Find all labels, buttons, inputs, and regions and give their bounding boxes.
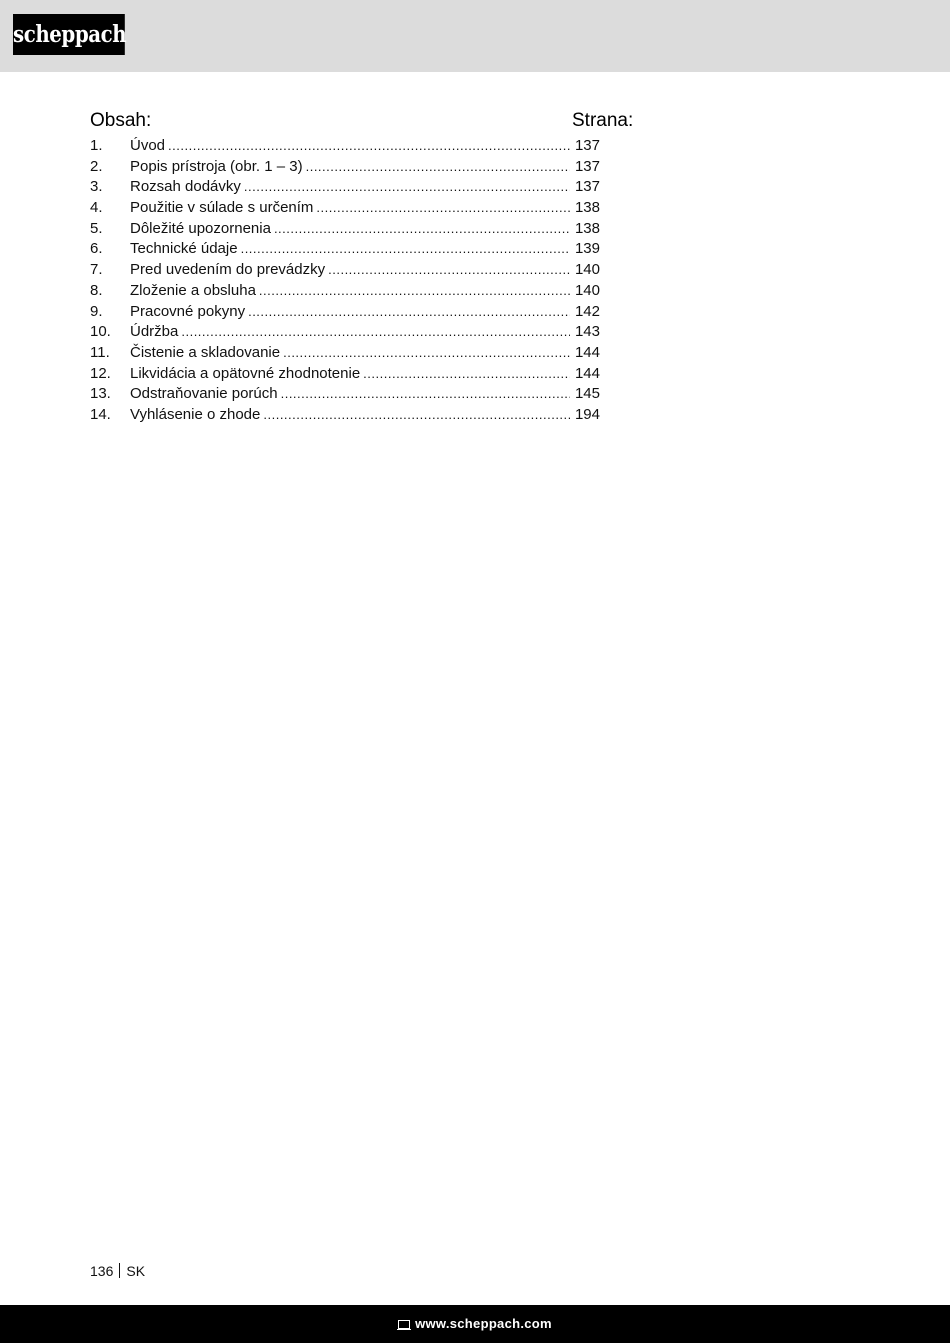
toc-page-heading: Strana: (572, 110, 634, 131)
toc-item-page: 137 (574, 178, 600, 196)
toc-item-page: 139 (574, 240, 600, 258)
toc-item-leader-dots (274, 219, 570, 240)
toc-item-title-wrap (130, 322, 570, 343)
toc-item-number: 10. (90, 323, 111, 341)
toc-item-title-wrap (130, 302, 570, 323)
toc-item[interactable] (90, 177, 600, 198)
toc-item-leader-dots (241, 239, 570, 260)
toc-item-title-wrap (130, 281, 570, 302)
toc-item[interactable] (90, 219, 600, 240)
toc-item-number: 8. (90, 281, 103, 299)
toc-item-number: 5. (90, 219, 103, 237)
toc-item-title-wrap (130, 136, 570, 157)
toc-title: Obsah: (90, 110, 152, 131)
toc-item[interactable] (90, 157, 600, 178)
toc-item-page: 144 (574, 343, 600, 361)
toc-item-number: 13. (90, 385, 111, 403)
toc-item-title: Čistenie a skladovanie (130, 343, 281, 361)
page-footer (90, 1263, 145, 1279)
bottom-bar (0, 1305, 950, 1343)
toc-item-leader-dots (244, 177, 570, 198)
toc-item-title-wrap (130, 405, 570, 426)
toc-item-title-wrap (130, 239, 570, 260)
toc-item[interactable] (90, 239, 600, 260)
brand-logo: scheppach (13, 14, 125, 55)
website-link[interactable]: www.scheppach.com (415, 1316, 552, 1331)
toc-item-number: 14. (90, 405, 111, 423)
toc-header (90, 106, 640, 136)
toc-item-number: 3. (90, 178, 103, 196)
toc-item-leader-dots (259, 281, 570, 302)
toc-item-title: Úvod (130, 137, 166, 154)
website-link-container (0, 1316, 950, 1331)
toc-item-title: Vyhlásenie o zhode (130, 405, 261, 423)
toc-item[interactable] (90, 260, 600, 281)
toc-item-title-wrap (130, 157, 570, 178)
toc-item[interactable] (90, 322, 600, 343)
toc-item[interactable] (90, 136, 600, 157)
header-bar (0, 0, 950, 72)
toc-item-title: Údržba (130, 323, 179, 341)
toc-item-number: 1. (90, 137, 103, 154)
toc-item-title-wrap (130, 198, 570, 219)
toc-item[interactable] (90, 198, 600, 219)
monitor-icon (398, 1320, 410, 1329)
toc-item-leader-dots (283, 343, 570, 364)
toc-item-leader-dots (281, 384, 570, 405)
toc-item[interactable] (90, 384, 600, 405)
toc-item[interactable] (90, 405, 600, 426)
toc-item-leader-dots (168, 136, 570, 157)
toc-item-number: 11. (90, 343, 110, 361)
toc-item-page: 145 (574, 385, 600, 403)
table-of-contents (90, 106, 640, 426)
toc-item-page: 142 (574, 302, 600, 320)
toc-item-title: Popis prístroja (obr. 1 – 3) (130, 157, 303, 175)
toc-item-title: Technické údaje (130, 240, 238, 258)
toc-item-page: 140 (574, 261, 600, 279)
toc-item-number: 4. (90, 199, 103, 217)
toc-item-title-wrap (130, 177, 570, 198)
toc-item-page: 137 (574, 137, 600, 154)
toc-item-page: 138 (574, 219, 600, 237)
toc-item-title: Dôležité upozornenia (130, 219, 271, 237)
toc-item-title-wrap (130, 260, 570, 281)
toc-item-title: Odstraňovanie porúch (130, 385, 278, 403)
toc-item[interactable] (90, 343, 600, 364)
toc-item-title: Likvidácia a opätovné zhodnotenie (130, 364, 361, 382)
toc-item-leader-dots (328, 260, 570, 281)
toc-list (90, 136, 640, 426)
toc-item-leader-dots (363, 364, 570, 385)
toc-item-number: 12. (90, 364, 111, 382)
page-number: 136 (90, 1263, 114, 1279)
language-code: SK (126, 1263, 146, 1279)
toc-item-number: 9. (90, 302, 103, 320)
toc-item-title-wrap (130, 384, 570, 405)
toc-item-leader-dots (181, 322, 570, 343)
toc-item-title: Pracovné pokyny (130, 302, 246, 320)
toc-item[interactable] (90, 364, 600, 385)
toc-item-page: 143 (574, 323, 600, 341)
toc-item-page: 144 (574, 364, 600, 382)
toc-item-leader-dots (306, 157, 570, 178)
toc-item[interactable] (90, 281, 600, 302)
toc-item-title: Rozsah dodávky (130, 178, 241, 196)
toc-item-leader-dots (248, 302, 570, 323)
toc-item-title: Zloženie a obsluha (130, 281, 256, 299)
divider (119, 1263, 120, 1278)
toc-item-number: 7. (90, 261, 103, 279)
toc-item-title: Použitie v súlade s určením (130, 199, 314, 217)
toc-item-leader-dots (316, 198, 570, 219)
toc-item-title-wrap (130, 364, 570, 385)
toc-item-number: 2. (90, 157, 103, 175)
toc-item-title-wrap (130, 343, 570, 364)
toc-item[interactable] (90, 302, 600, 323)
toc-item-number: 6. (90, 240, 103, 258)
toc-item-page: 137 (574, 157, 600, 175)
toc-item-leader-dots (263, 405, 570, 426)
toc-item-title-wrap (130, 219, 570, 240)
toc-item-page: 140 (574, 281, 600, 299)
toc-item-page: 194 (574, 405, 600, 423)
toc-item-page: 138 (574, 199, 600, 217)
toc-item-title: Pred uvedením do prevádzky (130, 261, 326, 279)
